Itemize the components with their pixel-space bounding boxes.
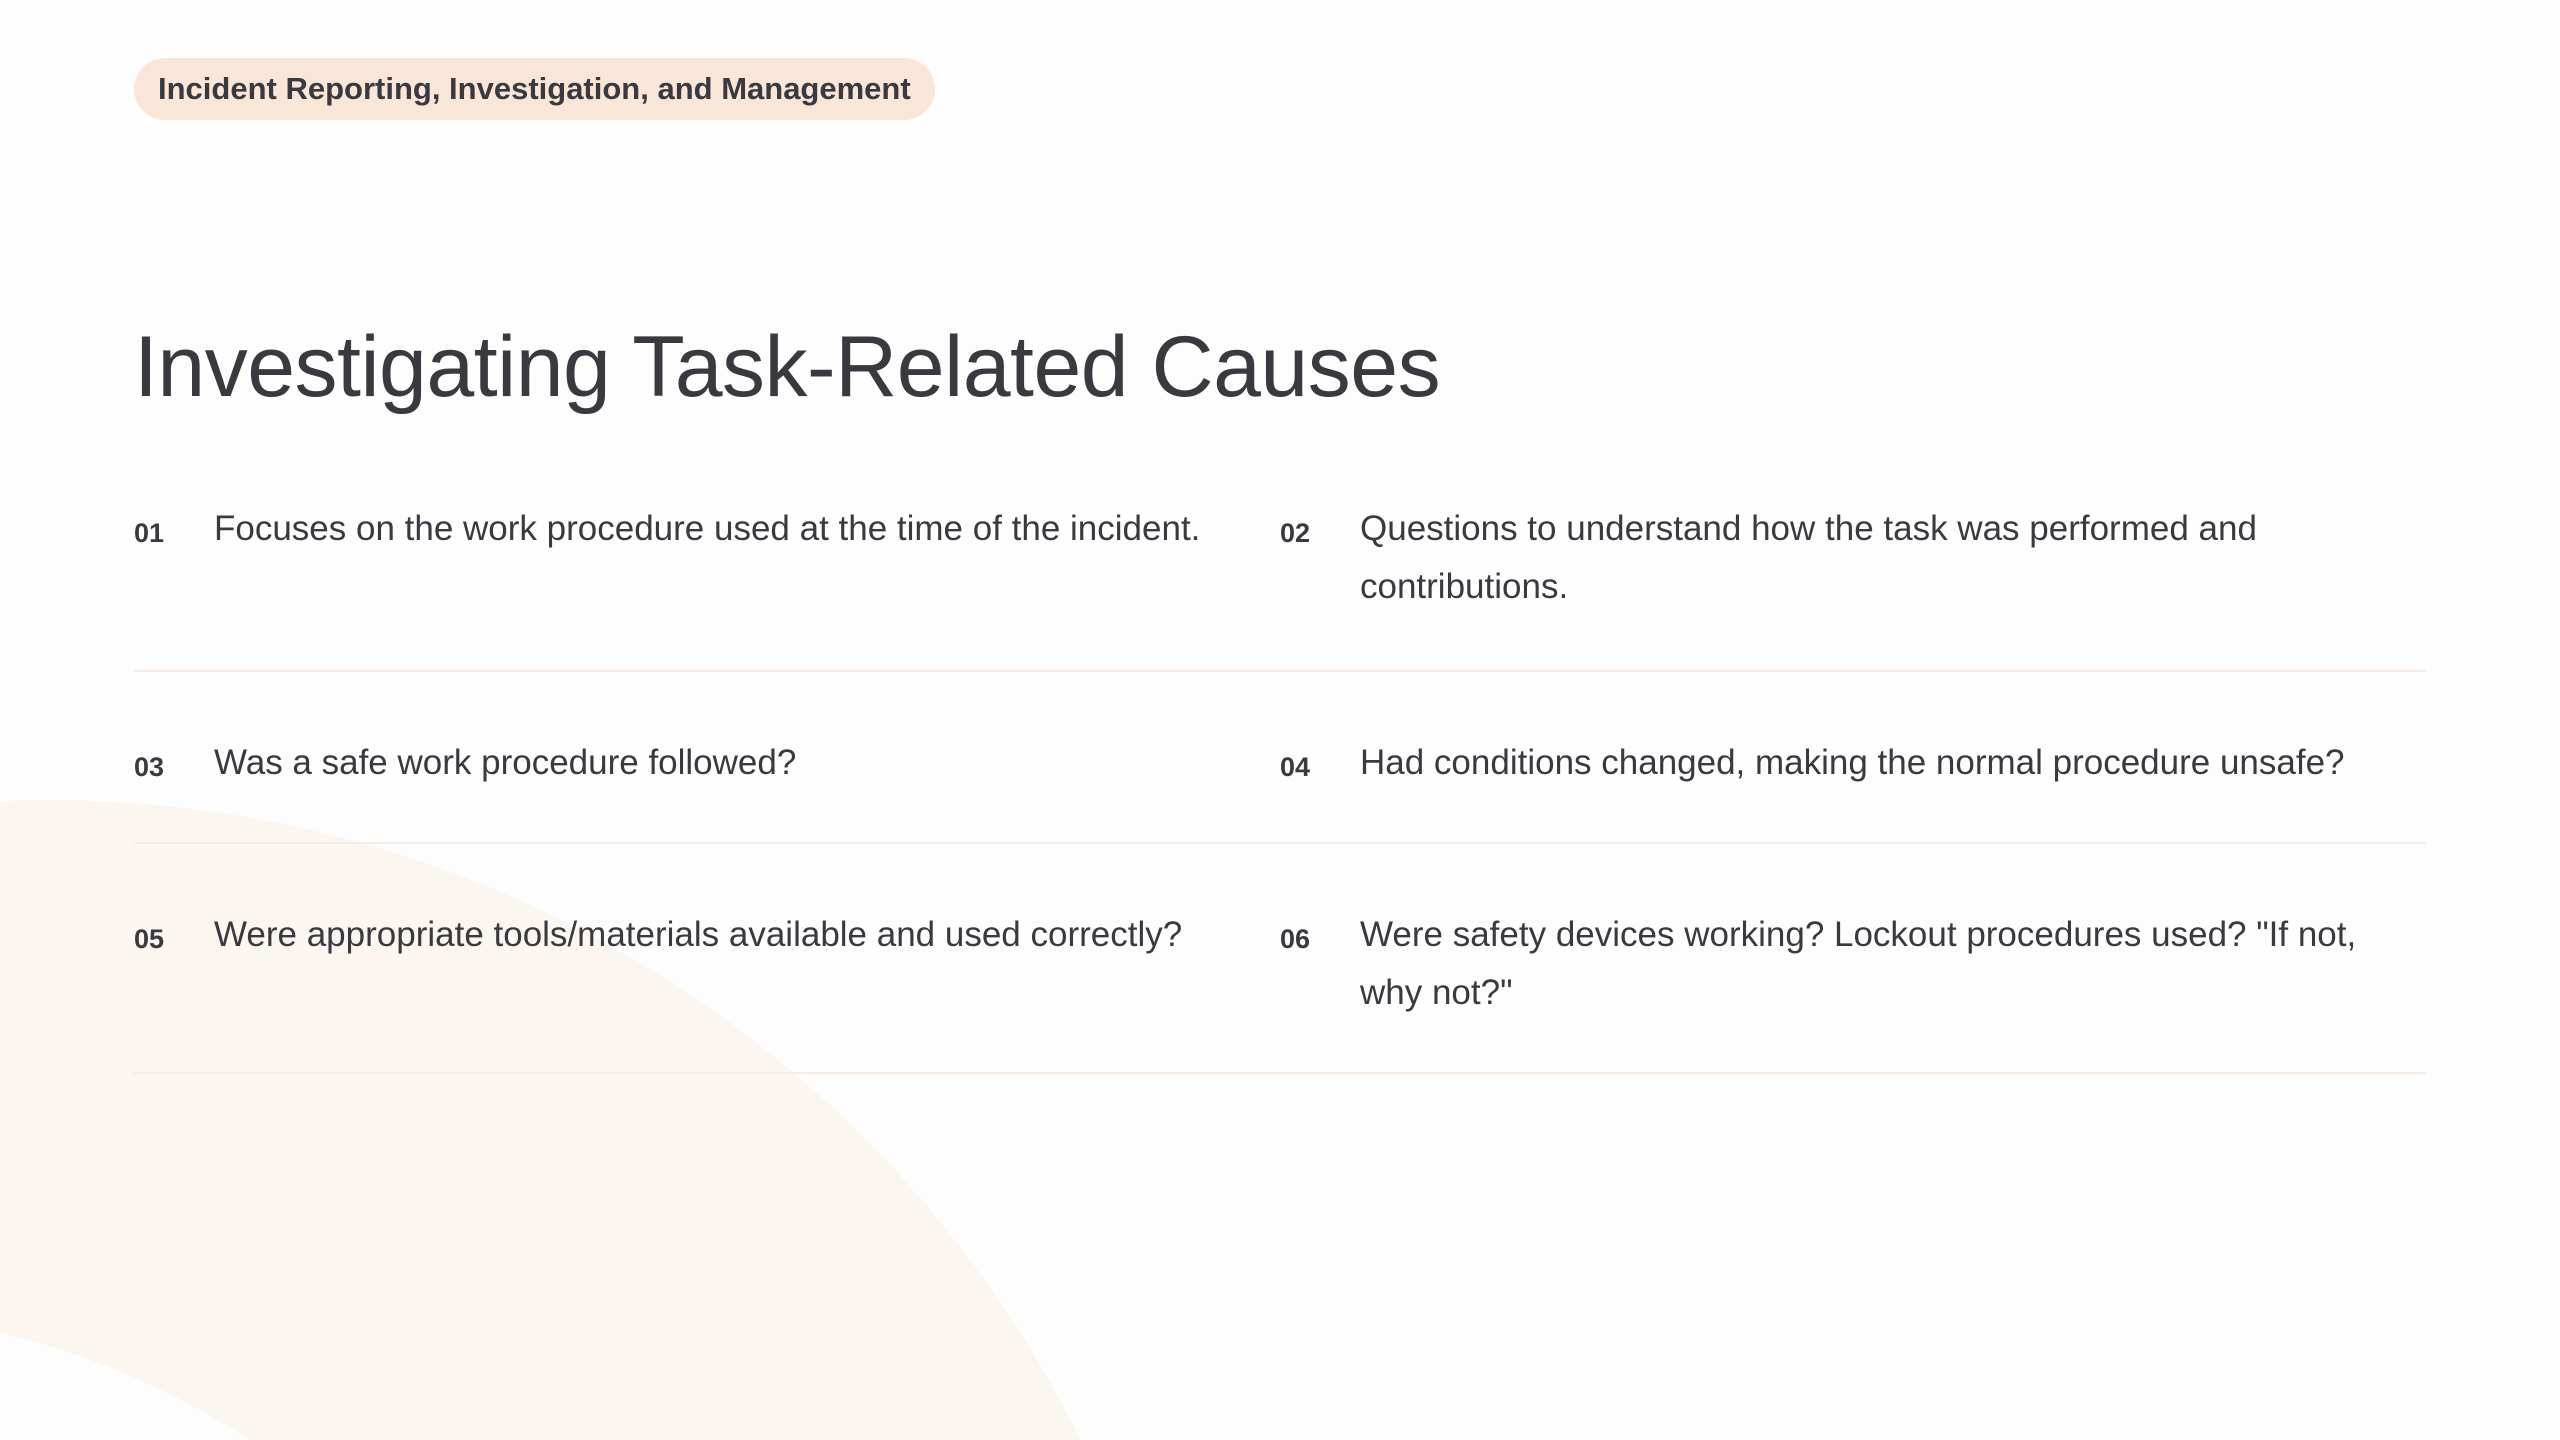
grid-row (134, 844, 2426, 1074)
item-number: 06 (1280, 924, 1311, 954)
page-title: Investigating Task-Related Causes (134, 319, 1441, 415)
item-text: Was a safe work procedure followed? (214, 743, 797, 782)
item-text: Questions to understand how the task was performed and contributions. (1360, 509, 2257, 606)
item-number: 01 (134, 518, 165, 548)
grid-row (134, 500, 2426, 672)
list-item (1280, 844, 2426, 1072)
item-number: 03 (134, 752, 165, 782)
list-item (134, 672, 1280, 842)
item-text: Focuses on the work procedure used at the time of the incident. (214, 509, 1201, 548)
list-item (134, 844, 1280, 1072)
item-text: Had conditions changed, making the normal procedure unsafe? (1360, 743, 2345, 782)
list-item (134, 500, 1280, 670)
item-text: Were appropriate tools/materials available and used correctly? (214, 915, 1183, 954)
list-item (1280, 672, 2426, 842)
item-number: 02 (1280, 518, 1311, 548)
section-pill: Incident Reporting, Investigation, and Management (134, 58, 935, 120)
question-grid (134, 500, 2426, 1074)
item-text: Were safety devices working? Lockout procedures used? "If not, why not?" (1360, 915, 2357, 1012)
grid-row (134, 672, 2426, 844)
item-number: 05 (134, 924, 165, 954)
item-number: 04 (1280, 752, 1311, 782)
list-item (1280, 500, 2426, 670)
